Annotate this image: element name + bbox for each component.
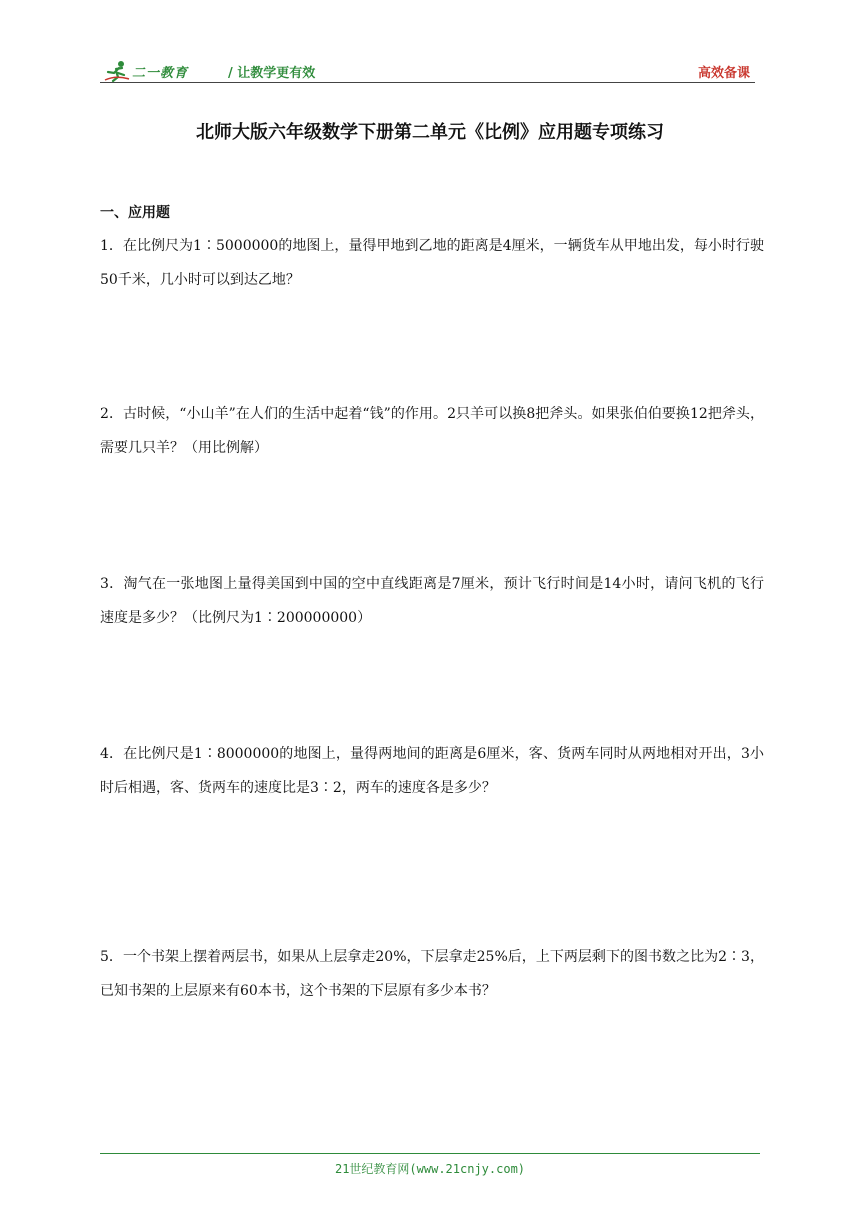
section-heading: 一、应用题	[100, 205, 170, 221]
header-slogan: / 让教学更有效	[228, 66, 316, 81]
header-divider	[100, 82, 755, 83]
running-figure-icon	[104, 60, 130, 82]
header-badge: 高效备课	[697, 66, 750, 81]
brand-logo	[104, 60, 188, 82]
question-3: 3．淘气在一张地图上量得美国到中国的空中直线距离是7厘米，预计飞行时间是14小时，请问飞机的飞行速度是多少？（比例尺为1∶200000000）	[100, 576, 764, 626]
footer-text[interactable]: 21世纪教育网(www.21cnjy.com)	[334, 1162, 526, 1176]
document-title: 北师大版六年级数学下册第二单元《比例》应用题专项练习	[196, 122, 664, 143]
question-5: 5．一个书架上摆着两层书，如果从上层拿走20%，下层拿走25%后，上下两层剩下的图书数之比为2∶3，已知书架的上层原来有60本书，这个书架的下层原有多少本书？	[100, 949, 764, 999]
question-2: 2．古时候，“小山羊”在人们的生活中起着“钱”的作用。2只羊可以换8把斧头。如果张伯伯要换12把斧头，需要几只羊？（用比例解）	[100, 406, 764, 456]
question-4: 4．在比例尺是1∶8000000的地图上，量得两地间的距离是6厘米，客、货两车同时从两地相对开出，3小时后相遇，客、货两车的速度比是3∶2，两车的速度各是多少？	[100, 746, 764, 796]
footer-divider	[100, 1153, 760, 1154]
question-1: 1．在比例尺为1∶5000000的地图上，量得甲地到乙地的距离是4厘米，一辆货车从甲地出发，每小时行驶50千米，几小时可以到达乙地？	[100, 238, 764, 288]
page-header	[100, 58, 760, 82]
logo-text: 二一教育	[132, 65, 189, 81]
